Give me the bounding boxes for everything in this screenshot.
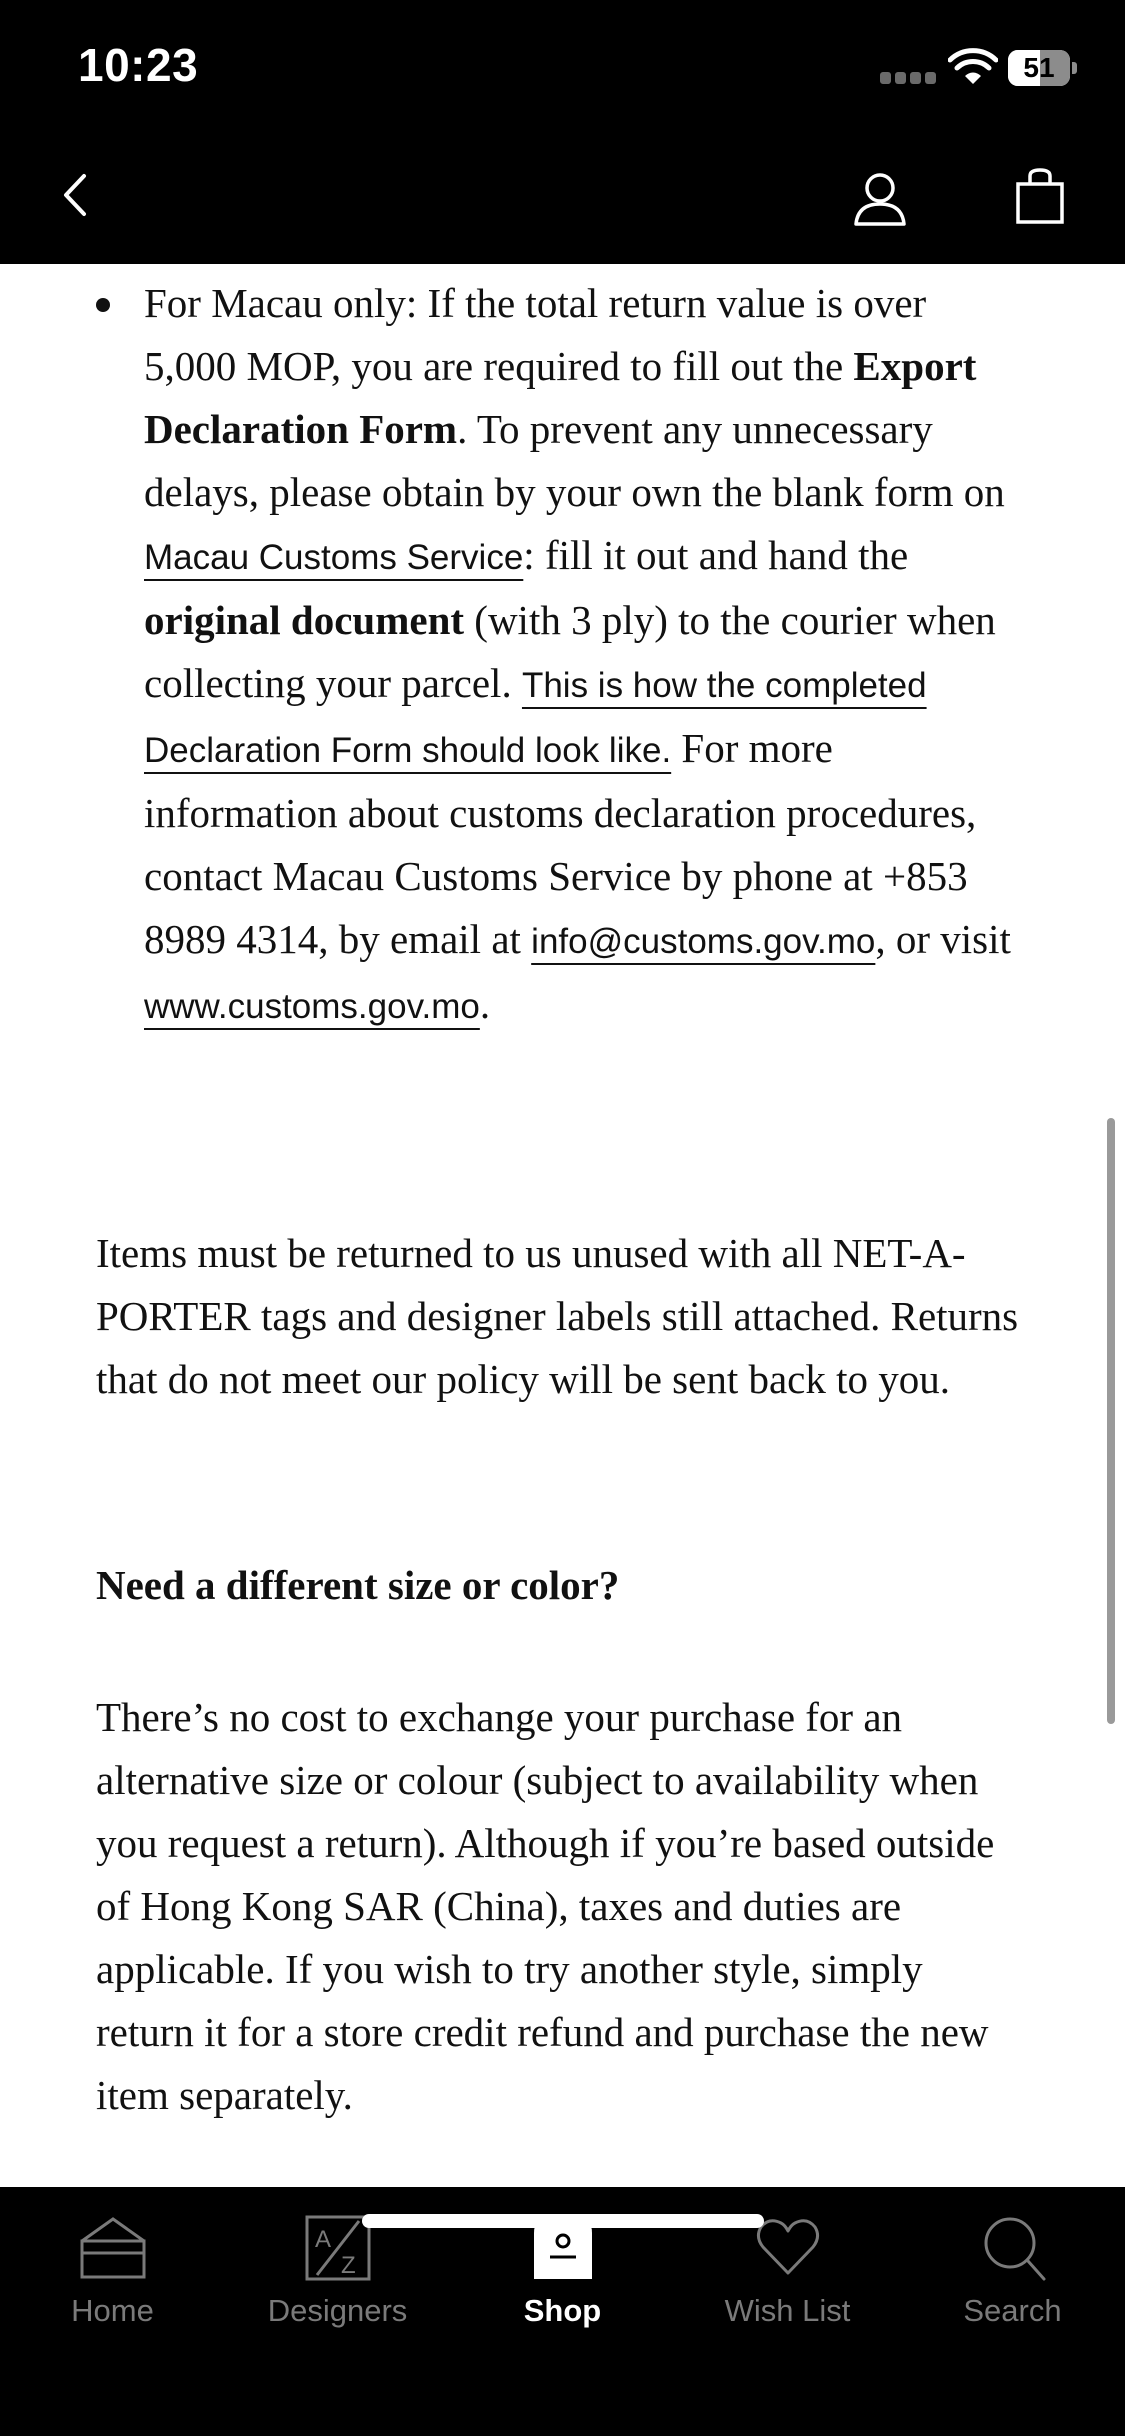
cellular-signal-icon <box>880 72 936 86</box>
macau-customs-service-link[interactable]: Macau Customs Service <box>144 538 524 577</box>
bullet-text: , or visit <box>875 916 1011 962</box>
bullet-text: : fill it out and hand the <box>523 532 909 578</box>
export-form-name: Export Declaration Form <box>144 343 977 452</box>
svg-text:Z: Z <box>341 2252 356 2279</box>
tab-label: Wish List <box>724 2293 851 2328</box>
customs-website-link[interactable]: www.customs.gov.mo <box>144 987 480 1026</box>
bullet-text: For Macau only: If the total return value is over 5,000 MOP, you are required to fill out the <box>144 280 927 389</box>
bullet-point <box>96 298 110 312</box>
scrollbar[interactable] <box>1107 1118 1115 1724</box>
returns-info-content <box>0 264 1125 2187</box>
bullet-text: (with 3 ply) to the courier when collecting your parcel. <box>144 597 996 706</box>
battery-icon <box>1008 50 1076 86</box>
returns-policy-text: Items must be returned to us unused with all NET-A-PORTER tags and designer labels still attached. Returns that do not meet our policy will be sent back to you. <box>96 1230 1019 1402</box>
tab-home[interactable] <box>0 2187 225 2337</box>
search-icon <box>978 2213 1048 2283</box>
tab-search[interactable] <box>900 2187 1125 2337</box>
shopping-bag-icon[interactable] <box>1010 166 1070 226</box>
customs-email-link[interactable]: info@customs.gov.mo <box>531 922 876 961</box>
tab-label: Search <box>963 2293 1062 2328</box>
bullet-text: . To prevent any unnecessary delays, please obtain by your own the blank form on <box>144 406 1005 515</box>
tab-wish-list[interactable] <box>675 2187 900 2337</box>
original-document-text: original document <box>144 597 465 643</box>
bottom-tab-bar <box>0 2187 1125 2436</box>
exchange-heading: Need a different size or color? <box>96 1562 620 1608</box>
tab-label: Designers <box>267 2293 408 2328</box>
battery-level: 51 <box>1023 52 1055 83</box>
top-header <box>0 0 1125 264</box>
back-button[interactable] <box>50 160 100 230</box>
bullet-text: . <box>479 981 491 1027</box>
exchange-text: There’s no cost to exchange your purchase for an alternative size or colour (subject to availability when you request a return). Although if you’re based outside of Hong Kong SAR (China), taxes and duties are applicable. If you wish to try another style, simply return it for a store credit refund and purchase the new item separately. <box>96 1694 995 2118</box>
account-icon[interactable] <box>850 168 910 228</box>
home-icon <box>78 2213 148 2283</box>
svg-text:A: A <box>315 2226 332 2253</box>
wifi-icon <box>948 48 998 88</box>
completed-form-example-link[interactable]: This is how the completed Declaration Form should look like. <box>144 666 927 770</box>
tab-label: Home <box>71 2293 154 2328</box>
tab-designers[interactable] <box>225 2187 450 2337</box>
bullet-text: For more information about customs declaration procedures, contact Macau Customs Service by phone at +853 8989 4314, by email at <box>144 725 977 962</box>
tab-shop[interactable] <box>450 2187 675 2337</box>
tab-label: Shop <box>523 2293 602 2328</box>
home-indicator[interactable] <box>362 2214 764 2228</box>
status-time: 10:23 <box>78 39 199 91</box>
macau-customs-bullet <box>144 272 1014 1038</box>
